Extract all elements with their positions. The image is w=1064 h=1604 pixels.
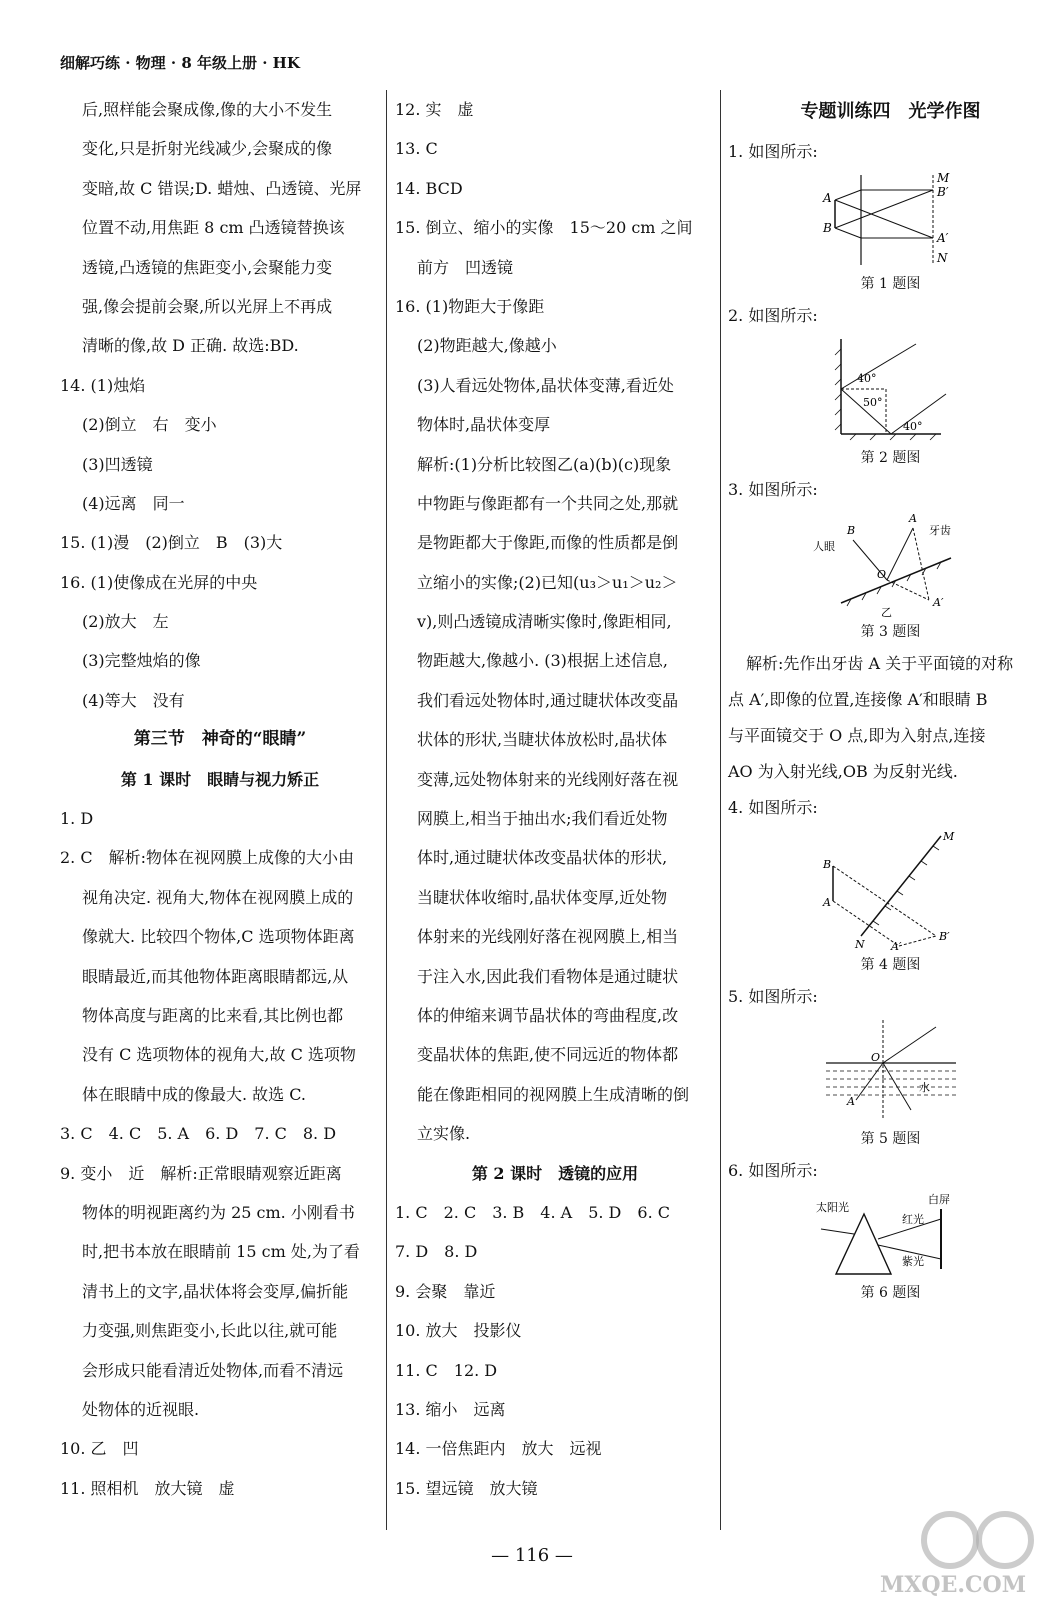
answer-text-line: 体射来的光线刚好落在视网膜上,相当	[417, 927, 679, 947]
answer-line: 15. 倒立、缩小的实像 15～20 cm 之间	[395, 218, 693, 238]
label-b: B	[846, 524, 855, 537]
label-a-prime: A′	[890, 940, 901, 951]
label-n: N	[936, 251, 947, 265]
column-divider	[720, 90, 721, 1530]
answer-text-line: (3)凹透镜	[82, 454, 153, 474]
figure-caption: 第 3 题图	[860, 624, 921, 640]
column-1	[60, 90, 380, 1508]
question-label: 4. 如图所示:	[728, 798, 818, 817]
label-o: O	[876, 568, 886, 581]
answer-line: 14. 一倍焦距内 放大 远视	[395, 1439, 602, 1459]
answer-line: 1. C 2. C 3. B 4. A 5. D 6. C	[395, 1202, 670, 1222]
answer-text-line: 变暗,故 C 错误;D. 蜡烛、凸透镜、光屏	[82, 178, 362, 198]
label-sunlight: 太阳光	[815, 1201, 849, 1214]
answer-line: 11. 照相机 放大镜 虚	[60, 1478, 235, 1498]
answer-line: 16. (1)物距大于像距	[395, 296, 545, 316]
answer-text-line: (3)人看远处物体,晶状体变薄,看近处	[417, 375, 674, 395]
label-o: O	[870, 1051, 880, 1064]
section-title: 专题训练四 光学作图	[800, 101, 981, 122]
angle-label: 40°	[902, 420, 922, 433]
watermark-logo	[860, 1500, 1060, 1600]
column-divider	[386, 90, 387, 1530]
explanation-line: 点 A′,即像的位置,连接像 A′和眼睛 B	[728, 690, 988, 709]
answer-text-line: 于注入水,因此我们看物体是通过睫状	[417, 966, 679, 986]
answer-text-line: (2)放大 左	[82, 612, 169, 632]
answer-text-line: 立缩小的实像;(2)已知(u₃＞u₁＞u₂＞	[417, 572, 678, 592]
answer-line: 15. (1)漫 (2)倒立 B (3)大	[60, 533, 283, 553]
answer-line: 3. C 4. C 5. A 6. D 7. C 8. D	[60, 1124, 337, 1144]
answer-line: 14. BCD	[395, 178, 463, 198]
section-heading: 第三节 神奇的“眼睛”	[133, 729, 307, 750]
figure-6	[816, 1189, 966, 1279]
answer-line: 2. C 解析:物体在视网膜上成像的大小由	[60, 848, 354, 868]
figure-2	[821, 334, 961, 444]
answer-text-line: 位置不动,用焦距 8 cm 凸透镜替换该	[82, 218, 345, 238]
figure-3	[811, 508, 971, 618]
label-violet: 紫光	[901, 1255, 924, 1268]
label-yi: 乙	[880, 606, 892, 618]
label-a: A	[908, 512, 917, 525]
answer-text-line: 当睫状体收缩时,晶状体变厚,近处物	[417, 887, 668, 907]
answer-text-line: 变晶状体的焦距,使不同远近的物体都	[417, 1045, 679, 1065]
svg-text:MXQE.COM: MXQE.COM	[880, 1572, 1027, 1598]
column-2	[395, 90, 715, 1508]
label-a-prime: A′	[932, 596, 943, 609]
answer-text-line: 像就大. 比较四个物体,C 选项物体距离	[82, 927, 355, 947]
answer-text-line: 状体的形状,当睫状体放松时,晶状体	[417, 730, 668, 750]
answer-text-line: 没有 C 选项物体的视角大,故 C 选项物	[82, 1045, 356, 1065]
answer-text-line: (4)远离 同一	[82, 493, 185, 513]
label-red: 红光	[901, 1213, 924, 1226]
question-label: 1. 如图所示:	[728, 142, 818, 161]
label-water: 水	[918, 1081, 930, 1094]
explanation-line: 解析:先作出牙齿 A 关于平面镜的对称	[746, 654, 1014, 673]
label-a-prime: A′	[936, 231, 948, 245]
answer-text-line: 物体高度与距离的比来看,其比例也都	[82, 1005, 344, 1025]
label-a: A	[846, 1095, 855, 1108]
answer-text-line: (2)物距越大,像越小	[417, 336, 557, 356]
answer-text-line: 物体的明视距离约为 25 cm. 小刚看书	[82, 1202, 355, 1222]
answer-text-line: (3)完整烛焰的像	[82, 651, 201, 671]
section-heading: 第 1 课时 眼睛与视力矫正	[120, 769, 320, 789]
answer-text-line: (2)倒立 右 变小	[82, 415, 217, 435]
answer-text-line: v),则凸透镜成清晰实像时,像距相同,	[417, 612, 672, 632]
answer-text-line: 力变强,则焦距变小,长此以往,就可能	[82, 1321, 338, 1341]
answer-line: 9. 会聚 靠近	[395, 1281, 496, 1301]
label-m: M	[936, 171, 949, 185]
explanation-line: AO 为入射光线,OB 为反射光线.	[728, 762, 958, 781]
answer-text-line: 立实像.	[417, 1124, 471, 1144]
answer-text-line: 解析:(1)分析比较图乙(a)(b)(c)现象	[417, 454, 672, 474]
answer-text-line: 时,把书本放在眼睛前 15 cm 处,为了看	[82, 1242, 360, 1262]
answer-text-line: (4)等大 没有	[82, 690, 185, 710]
answer-text-line: 能在像距相同的视网膜上生成清晰的倒	[417, 1084, 690, 1104]
label-tooth: 牙齿	[928, 524, 951, 537]
angle-label: 40°	[856, 372, 876, 385]
answer-line: 14. (1)烛焰	[60, 375, 146, 395]
question-label: 5. 如图所示:	[728, 987, 818, 1006]
answer-line: 12. 实 虚	[395, 100, 474, 119]
answer-text-line: 物距越大,像越小. (3)根据上述信息,	[417, 651, 669, 671]
figure-5	[821, 1015, 961, 1125]
answer-line: 11. C 12. D	[395, 1360, 498, 1380]
answer-line: 13. 缩小 远离	[395, 1399, 506, 1419]
column-3	[728, 90, 1053, 1307]
answer-text-line: 我们看远处物体时,通过睫状体改变晶	[417, 690, 679, 710]
label-b: B	[822, 221, 832, 235]
answer-text-line: 变薄,远处物体射来的光线刚好落在视	[417, 769, 679, 789]
label-m: M	[942, 830, 954, 843]
answer-line: 9. 变小 近 解析:正常眼睛观察近距离	[60, 1163, 342, 1183]
answer-text-line: 中物距与像距都有一个共同之处,那就	[417, 493, 679, 513]
figure-caption: 第 6 题图	[860, 1285, 921, 1301]
answer-line: 16. (1)使像成在光屏的中央	[60, 572, 258, 592]
answer-text-line: 是物距都大于像距,而像的性质都是倒	[417, 533, 679, 553]
answer-line: 7. D 8. D	[395, 1242, 478, 1262]
answer-text-line: 网膜上,相当于抽出水;我们看近处物	[417, 809, 668, 829]
page-number: — 116 —	[491, 1545, 573, 1566]
explanation-line: 与平面镜交于 O 点,即为入射点,连接	[728, 726, 986, 745]
figure-caption: 第 5 题图	[860, 1131, 921, 1147]
answer-text-line: 前方 凹透镜	[417, 257, 514, 277]
label-b: B	[822, 858, 831, 871]
label-a: A	[822, 896, 831, 909]
answer-text-line: 处物体的近视眼.	[82, 1399, 200, 1419]
answer-text-line: 清书上的文字,晶状体将会变厚,偏折能	[82, 1281, 349, 1301]
label-a: A	[822, 191, 832, 205]
question-label: 2. 如图所示:	[728, 306, 818, 325]
label-eye: 人眼	[812, 540, 835, 553]
answer-text-line: 体的伸缩来调节晶状体的弯曲程度,改	[417, 1005, 679, 1025]
answer-text-line: 强,像会提前会聚,所以光屏上不再成	[82, 296, 333, 316]
answer-text-line: 视角决定. 视角大,物体在视网膜上成的	[82, 887, 354, 907]
answer-line: 15. 望远镜 放大镜	[395, 1478, 538, 1498]
answer-text-line: 眼睛最近,而其他物体距离眼睛都远,从	[82, 966, 349, 986]
label-b-prime: B′	[938, 930, 950, 943]
answer-text-line: 清晰的像,故 D 正确. 故选:BD.	[82, 336, 299, 356]
angle-label: 50°	[862, 396, 882, 409]
answer-text-line: 变化,只是折射光线减少,会聚成的像	[82, 139, 333, 159]
answer-line: 10. 乙 凹	[60, 1439, 139, 1459]
label-n: N	[854, 938, 865, 951]
section-heading: 第 2 课时 透镜的应用	[471, 1163, 639, 1183]
answer-text-line: 物体时,晶状体变厚	[417, 415, 551, 435]
answer-text-line: 会形成只能看清近处物体,而看不清远	[82, 1360, 344, 1380]
answer-line: 1. D	[60, 809, 94, 829]
label-screen: 白屏	[927, 1193, 950, 1206]
answer-line: 10. 放大 投影仪	[395, 1321, 522, 1341]
label-b-prime: B′	[936, 185, 949, 199]
answer-text-line: 透镜,凸透镜的焦距变小,会聚能力变	[82, 257, 333, 277]
figure-caption: 第 4 题图	[860, 957, 921, 973]
figure-caption: 第 1 题图	[860, 276, 921, 292]
figure-1	[821, 170, 961, 270]
figure-4	[821, 826, 961, 951]
question-label: 3. 如图所示:	[728, 480, 818, 499]
answer-line: 13. C	[395, 139, 438, 159]
question-label: 6. 如图所示:	[728, 1161, 818, 1180]
answer-text-line: 体时,通过睫状体改变晶状体的形状,	[417, 848, 668, 868]
figure-caption: 第 2 题图	[860, 450, 921, 466]
page-header: 细解巧练 · 物理 · 8 年级上册 · HK	[60, 54, 300, 72]
answer-text-line: 体在眼睛中成的像最大. 故选 C.	[82, 1084, 307, 1104]
answer-text-line: 后,照样能会聚成像,像的大小不发生	[82, 100, 333, 119]
